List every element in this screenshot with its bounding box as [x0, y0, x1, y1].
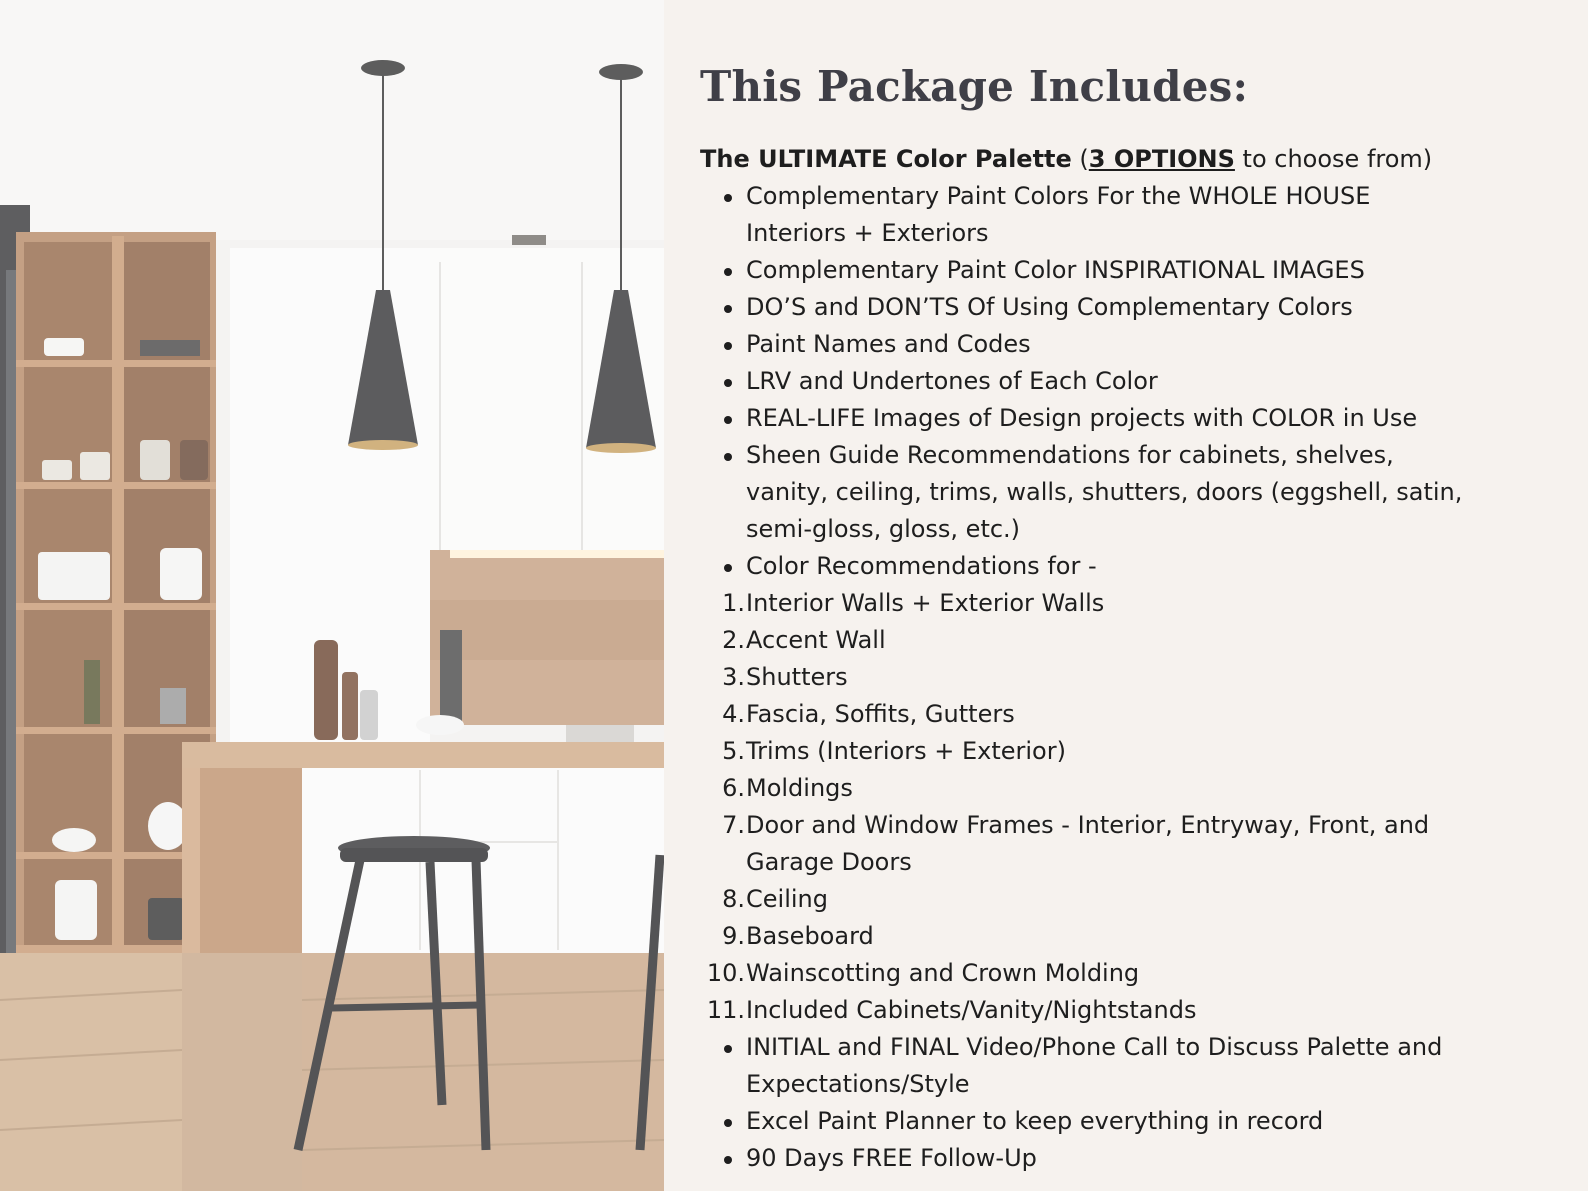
numbered-item	[700, 992, 1560, 1029]
list-item	[700, 400, 1560, 437]
item-number: 11.	[706, 996, 745, 1024]
item-text: Baseboard	[746, 922, 874, 950]
item-text: REAL-LIFE Images of Design projects with COLOR in Use	[746, 404, 1418, 432]
item-text: Included Cabinets/Vanity/Nightstands	[746, 996, 1197, 1024]
item-number: 1.	[722, 589, 745, 617]
numbered-item	[700, 881, 1560, 918]
list-item	[700, 548, 1560, 585]
item-text: Ceiling	[746, 885, 828, 913]
item-text: Fascia, Soffits, Gutters	[746, 700, 1015, 728]
bullet-icon	[724, 342, 732, 350]
item-text: Sheen Guide Recommendations for cabinets, shelves,	[746, 441, 1394, 469]
numbered-item	[700, 807, 1560, 881]
item-text: 90 Days FREE Follow-Up	[746, 1144, 1037, 1172]
bullet-icon	[724, 1045, 732, 1053]
item-text: Accent Wall	[746, 626, 886, 654]
intro-bold: The ULTIMATE Color Palette	[700, 145, 1072, 173]
list-item	[700, 1029, 1560, 1103]
item-text: Door and Window Frames - Interior, Entryway, Front, and	[746, 811, 1430, 839]
list-item	[700, 1103, 1560, 1140]
kitchen-photo	[0, 0, 664, 1191]
item-text: INITIAL and FINAL Video/Phone Call to Discuss Palette and	[746, 1033, 1443, 1061]
item-number: 2.	[722, 626, 745, 654]
item-number: 3.	[722, 663, 745, 691]
item-text: Garage Doors	[746, 848, 912, 876]
numbered-item	[700, 696, 1560, 733]
item-number: 5.	[722, 737, 745, 765]
item-text: Interiors + Exteriors	[746, 219, 989, 247]
item-text: Wainscotting and Crown Molding	[746, 959, 1140, 987]
page-title: This Package Includes:	[700, 62, 1249, 111]
list-item	[700, 178, 1560, 252]
item-text: vanity, ceiling, trims, walls, shutters, doors (eggshell, satin,	[746, 478, 1463, 506]
item-number: 9.	[722, 922, 745, 950]
item-text: Complementary Paint Color INSPIRATIONAL IMAGES	[746, 256, 1365, 284]
list-item	[700, 437, 1560, 548]
numbered-item	[700, 770, 1560, 807]
item-text: LRV and Undertones of Each Color	[746, 367, 1158, 395]
list-item	[700, 252, 1560, 289]
bullet-icon	[724, 194, 732, 202]
numbered-item	[700, 733, 1560, 770]
numbered-item	[700, 622, 1560, 659]
bullet-icon	[724, 1119, 732, 1127]
item-text: semi-gloss, gloss, etc.)	[746, 515, 1021, 543]
package-list	[700, 178, 1560, 1177]
numbered-item	[700, 585, 1560, 622]
intro-line	[700, 145, 1432, 173]
bullet-icon	[724, 416, 732, 424]
item-number: 4.	[722, 700, 745, 728]
numbered-item	[700, 955, 1560, 992]
list-item	[700, 326, 1560, 363]
item-text: Paint Names and Codes	[746, 330, 1031, 358]
item-text: Excel Paint Planner to keep everything in record	[746, 1107, 1324, 1135]
numbered-item	[700, 918, 1560, 955]
bullet-icon	[724, 453, 732, 461]
item-text: Shutters	[746, 663, 848, 691]
bullet-icon	[724, 268, 732, 276]
item-text: Moldings	[746, 774, 853, 802]
item-number: 8.	[722, 885, 745, 913]
intro-open: (	[1071, 145, 1089, 173]
numbered-item	[700, 659, 1560, 696]
item-number: 6.	[722, 774, 745, 802]
bullet-icon	[724, 305, 732, 313]
intro-options: 3 OPTIONS	[1088, 145, 1235, 173]
item-text: Trims (Interiors + Exterior)	[746, 737, 1066, 765]
item-text: DO’S and DON’TS Of Using Complementary Colors	[746, 293, 1353, 321]
list-item	[700, 363, 1560, 400]
list-item	[700, 289, 1560, 326]
list-item	[700, 1140, 1560, 1177]
item-text: Interior Walls + Exterior Walls	[746, 589, 1105, 617]
bullet-icon	[724, 379, 732, 387]
intro-rest: to choose from)	[1234, 145, 1433, 173]
bullet-icon	[724, 1156, 732, 1164]
package-panel	[664, 0, 1588, 1191]
bullet-icon	[724, 564, 732, 572]
item-number: 10.	[706, 959, 745, 987]
item-number: 7.	[722, 811, 745, 839]
item-text: Complementary Paint Colors For the WHOLE HOUSE	[746, 182, 1371, 210]
item-text: Color Recommendations for -	[746, 552, 1097, 580]
item-text: Expectations/Style	[746, 1070, 970, 1098]
